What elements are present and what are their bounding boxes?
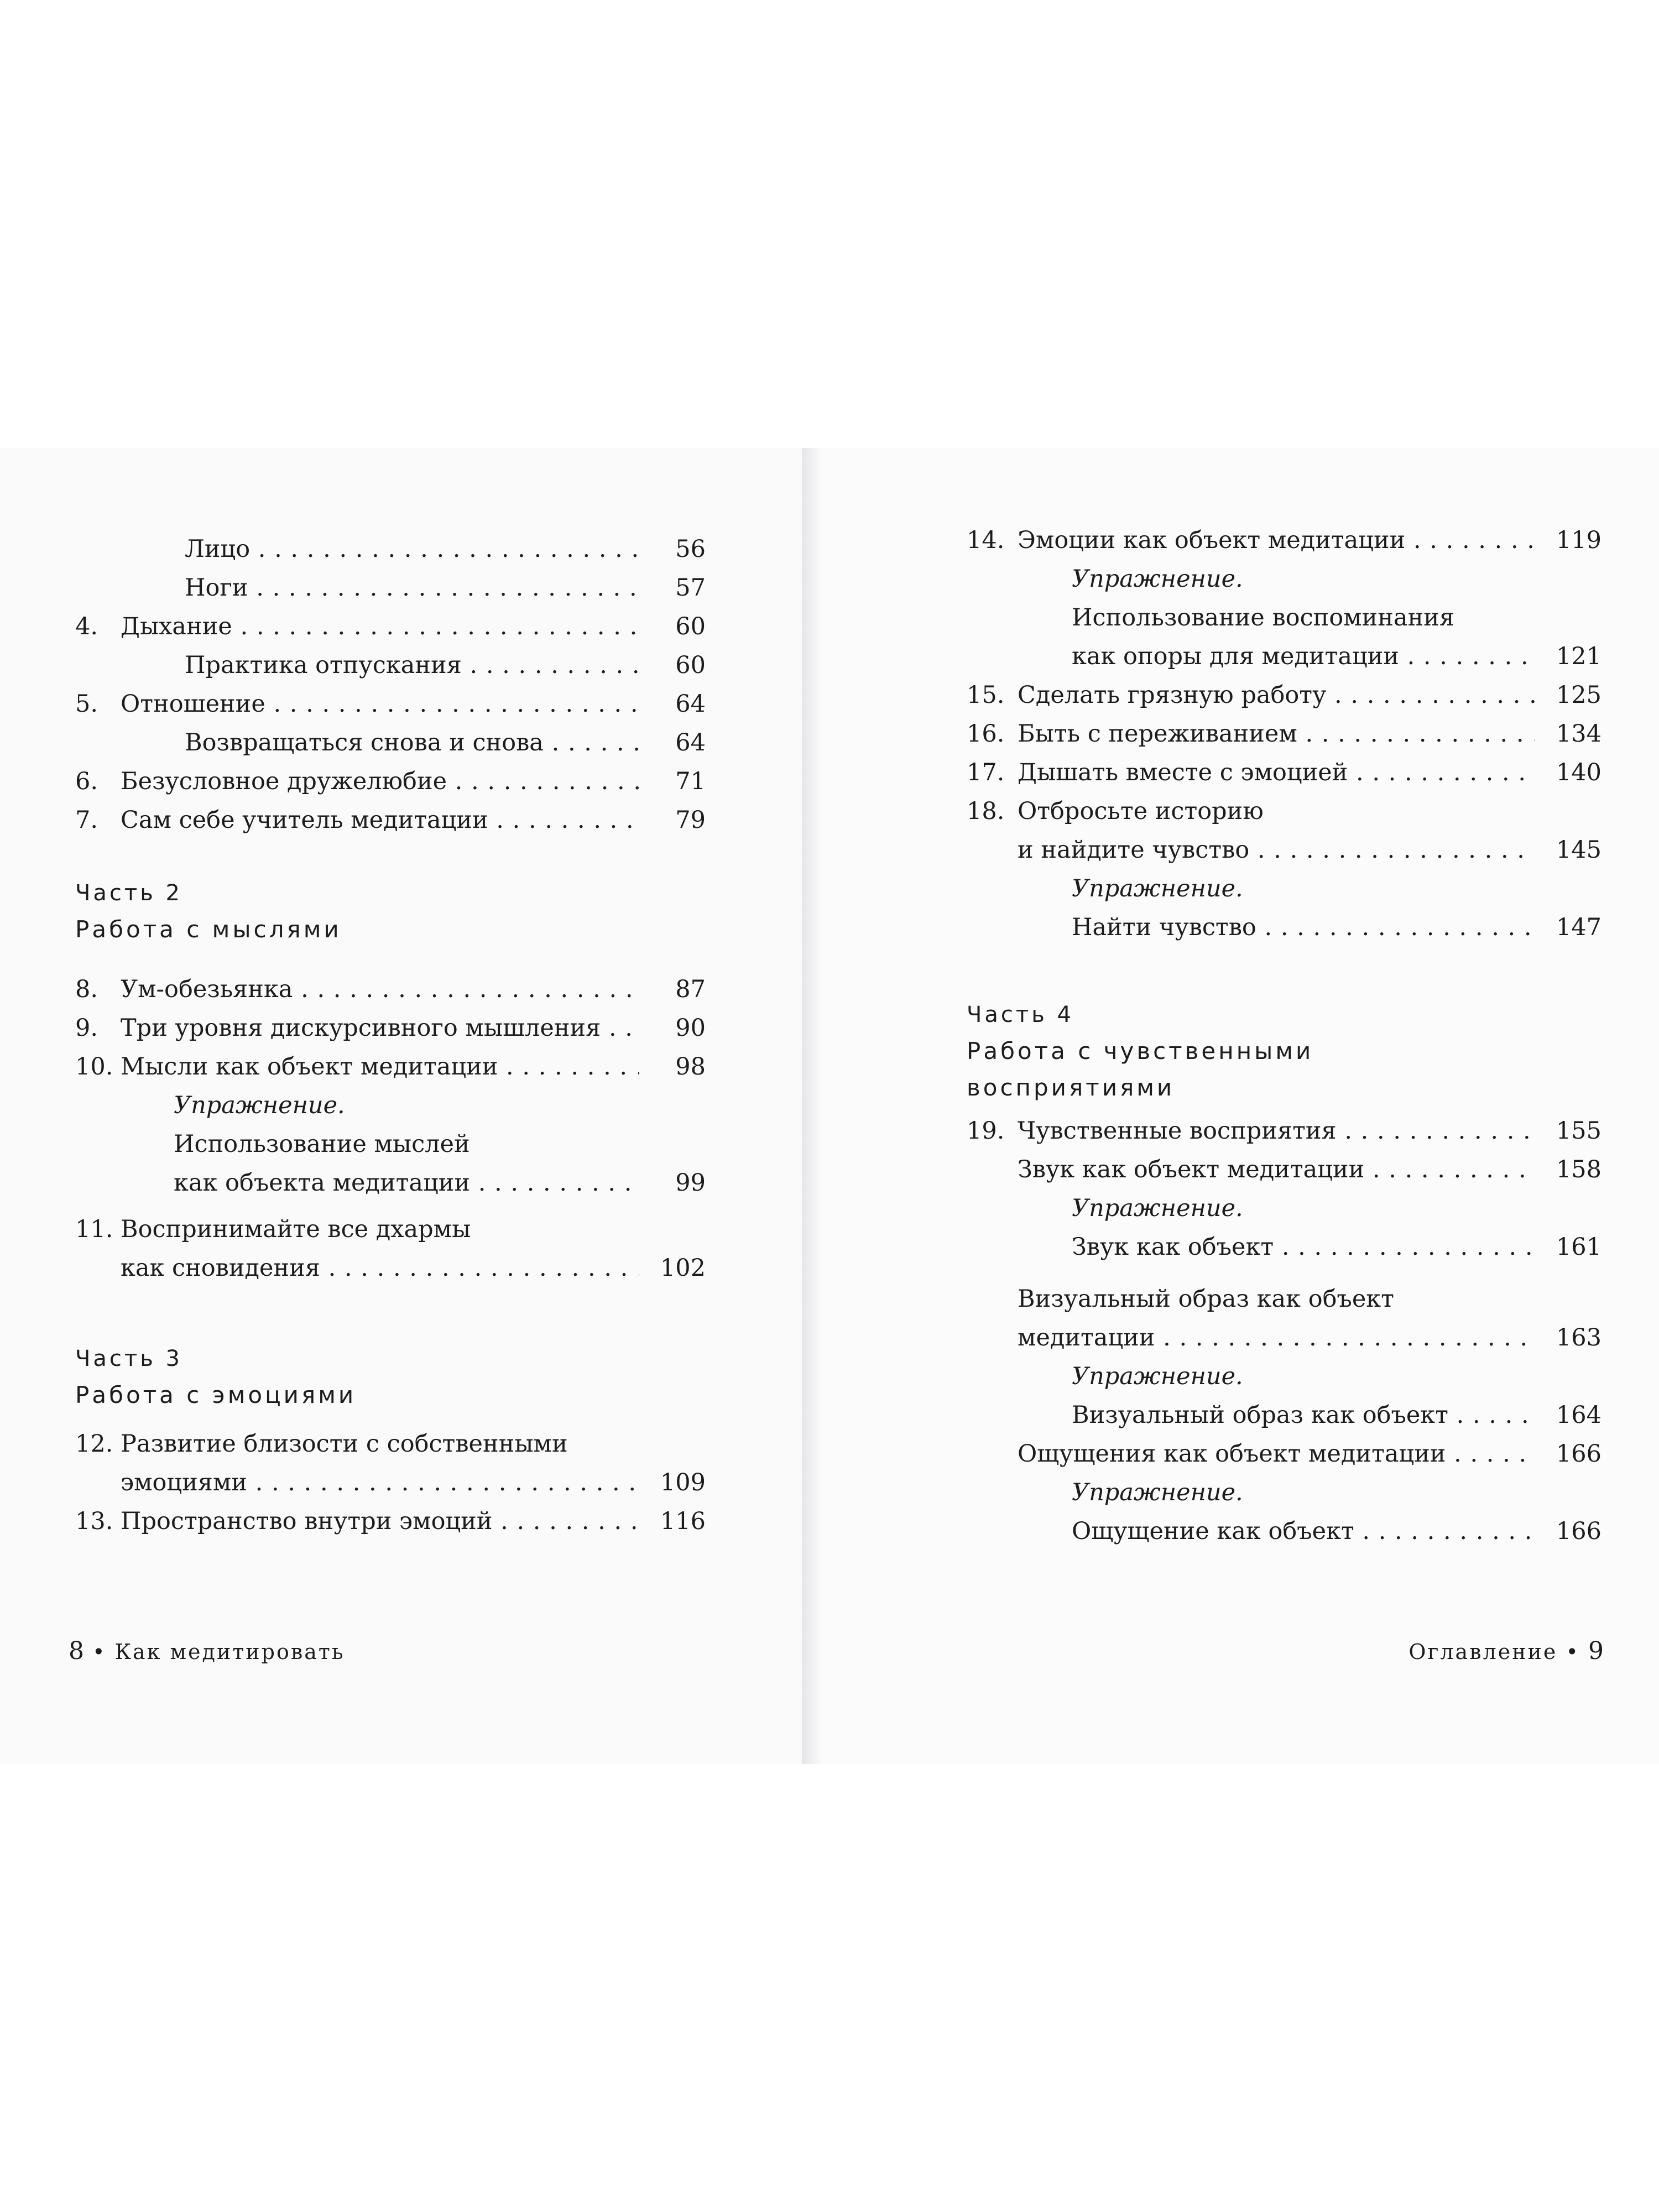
toc-entry-page: 57 (675, 574, 706, 602)
toc-entry-title: Визуальный образ как объект . . . (1072, 1396, 1535, 1434)
toc-entry (967, 676, 1601, 714)
toc-entry-number: 11. (75, 1215, 113, 1243)
toc-exercise-row (75, 1164, 706, 1202)
book-gutter (802, 448, 822, 1764)
part-label: Часть 3 (75, 1346, 182, 1371)
toc-entry-page: 119 (1556, 526, 1601, 554)
toc-entry (75, 970, 706, 1009)
toc-entry-title: Эмоции как объект медитации . . . (1018, 521, 1535, 560)
toc-exercise-label-row (967, 1189, 1601, 1228)
toc-exercise-label-row (967, 560, 1601, 598)
part-title: Работа с мыслями (75, 916, 342, 943)
toc-entry-title: Ум-обезьянка . . . (121, 970, 639, 1009)
toc-entry-page: 64 (675, 729, 706, 757)
part-title: восприятиями (967, 1074, 1175, 1101)
toc-entry-page: 79 (675, 806, 706, 834)
exercise-label: Упражнение. (1072, 565, 1243, 593)
part-title: Работа с эмоциями (75, 1381, 357, 1408)
exercise-label: Упражнение. (1072, 1194, 1243, 1222)
toc-entry-title: Практика отпускания . . . (185, 646, 639, 685)
toc-entry-number: 15. (967, 681, 1005, 709)
page-number: 8 (69, 1637, 84, 1665)
toc-exercise-label-row (967, 1473, 1601, 1512)
toc-entry-title: Сделать грязную работу . . . (1018, 676, 1535, 714)
exercise-label: Упражнение. (1072, 1479, 1243, 1506)
toc-entry-title: как объекта медитации . . . (174, 1164, 639, 1202)
toc-entry-page: 56 (675, 535, 706, 563)
toc-entry (75, 530, 706, 568)
toc-entry-title: Сам себе учитель медитации . . . (121, 801, 639, 839)
toc-entry-page: 166 (1556, 1517, 1601, 1545)
toc-exercise-row (967, 908, 1601, 947)
running-footer-right (1408, 1637, 1604, 1665)
toc-entry-number: 8. (75, 975, 98, 1003)
toc-entry-title: как опоры для медитации . . . (1072, 637, 1535, 676)
toc-entry-number: 5. (75, 690, 98, 718)
toc-entry (75, 685, 706, 723)
toc-entry-number: 19. (967, 1117, 1005, 1145)
footer-separator: • (1566, 1640, 1580, 1664)
toc-exercise-row (967, 1228, 1601, 1266)
toc-exercise-row (967, 1396, 1601, 1434)
toc-entry-page: 98 (675, 1053, 706, 1081)
toc-exercise-row (75, 1125, 706, 1164)
toc-entry (75, 1210, 706, 1249)
toc-entry-page: 155 (1556, 1117, 1601, 1145)
toc-entry-number: 9. (75, 1014, 98, 1042)
toc-entry-title: как сновидения . . . (121, 1249, 639, 1287)
toc-entry-title: Дыхание . . . (121, 607, 639, 646)
toc-entry-page: 87 (675, 975, 706, 1003)
toc-exercise-label-row (75, 1086, 706, 1125)
footer-separator: • (92, 1640, 107, 1664)
toc-entry (967, 831, 1601, 869)
toc-entry-title: Три уровня дискурсивного мышления . . . (121, 1009, 639, 1047)
toc-entry-title: Быть с переживанием . . . (1018, 714, 1535, 753)
running-title: Оглавление (1408, 1640, 1558, 1664)
toc-entry-title: Визуальный образ как объект (1018, 1285, 1394, 1313)
running-title: Как медитировать (114, 1640, 345, 1664)
part-title: Работа с чувственными (967, 1037, 1314, 1065)
toc-entry-title: Воспринимайте все дхармы (121, 1215, 471, 1243)
toc-entry-title: Найти чувство . . . (1072, 908, 1535, 947)
toc-entry-title: эмоциями . . . (121, 1463, 639, 1502)
toc-entry-page: 125 (1556, 681, 1601, 709)
toc-entry (75, 1249, 706, 1287)
toc-entry (967, 1150, 1601, 1189)
toc-entry-number: 16. (967, 720, 1005, 748)
toc-entry (75, 723, 706, 762)
toc-exercise-row (967, 598, 1601, 637)
part-label: Часть 4 (967, 1002, 1074, 1027)
toc-entry-title: Ощущение как объект . . . (1072, 1512, 1535, 1551)
toc-entry-title: Ощущения как объект медитации . . . (1018, 1434, 1535, 1473)
toc-entry-page: 145 (1556, 836, 1601, 864)
right-page (822, 448, 1659, 1764)
toc-entry (967, 714, 1601, 753)
exercise-label: Упражнение. (174, 1092, 345, 1119)
toc-entry (967, 1434, 1601, 1473)
toc-entry (75, 568, 706, 607)
toc-entry-title: Пространство внутри эмоций . . . (121, 1502, 639, 1541)
toc-right (967, 521, 1601, 1551)
toc-entry-title: Безусловное дружелюбие . . . (121, 762, 639, 801)
toc-entry (75, 1425, 706, 1463)
toc-entry-title: Отношение . . . (121, 685, 639, 723)
toc-entry (75, 801, 706, 839)
running-footer-left (69, 1637, 345, 1665)
toc-entry-page: 99 (675, 1169, 706, 1197)
toc-entry (967, 792, 1601, 831)
toc-entry-title: Чувственные восприятия . . . (1018, 1112, 1535, 1150)
toc-entry-title: Звук как объект медитации . . . (1018, 1150, 1535, 1189)
toc-entry-title: Возвращаться снова и снова . . . (185, 723, 639, 762)
toc-entry-page: 109 (660, 1469, 706, 1496)
toc-left (75, 530, 706, 1541)
toc-entry (967, 521, 1601, 560)
toc-entry-number: 13. (75, 1507, 113, 1535)
toc-exercise-label-row (967, 1357, 1601, 1396)
toc-entry-number: 6. (75, 768, 98, 795)
toc-entry-page: 121 (1556, 643, 1601, 670)
toc-entry-page: 90 (675, 1014, 706, 1042)
toc-entry-title: Ноги . . . (185, 568, 639, 607)
left-page (0, 448, 802, 1764)
toc-entry-page: 161 (1556, 1233, 1601, 1261)
toc-entry-title: Звук как объект . . . (1072, 1228, 1535, 1266)
toc-entry-title: Мысли как объект медитации . . . (121, 1047, 639, 1086)
part-label: Часть 2 (75, 880, 182, 906)
toc-entry-page: 64 (675, 690, 706, 718)
toc-entry-page: 134 (1556, 720, 1601, 748)
toc-exercise-label-row (967, 869, 1601, 908)
toc-entry-title: Лицо . . . (185, 530, 639, 568)
toc-entry-page: 163 (1556, 1324, 1601, 1352)
toc-entry-title: Использование воспоминания (1072, 604, 1455, 632)
toc-entry-title: и найдите чувство . . . (1018, 831, 1535, 869)
toc-entry-page: 102 (660, 1254, 706, 1282)
toc-entry-page: 60 (675, 613, 706, 640)
toc-entry-number: 4. (75, 613, 98, 640)
toc-entry-page: 116 (660, 1507, 706, 1535)
toc-entry (75, 1009, 706, 1047)
toc-entry-number: 12. (75, 1430, 113, 1458)
toc-entry-number: 7. (75, 806, 98, 834)
toc-entry-number: 17. (967, 759, 1005, 786)
toc-entry-page: 158 (1556, 1156, 1601, 1183)
toc-exercise-row (967, 1512, 1601, 1551)
toc-entry-page: 164 (1556, 1401, 1601, 1429)
toc-entry-title: Отбросьте историю (1018, 797, 1264, 825)
toc-entry (75, 1502, 706, 1541)
exercise-label: Упражнение. (1072, 1363, 1243, 1390)
toc-entry-page: 60 (675, 651, 706, 679)
toc-entry-page: 71 (675, 768, 706, 795)
toc-entry (75, 646, 706, 685)
toc-entry-number: 14. (967, 526, 1005, 554)
toc-entry (967, 1112, 1601, 1150)
toc-entry (967, 1318, 1601, 1357)
toc-entry (75, 1463, 706, 1502)
toc-entry-title: Развитие близости с собственными (121, 1430, 568, 1458)
toc-entry-page: 140 (1556, 759, 1601, 786)
toc-entry-page: 166 (1556, 1440, 1601, 1468)
toc-entry-number: 10. (75, 1053, 113, 1081)
toc-entry (75, 762, 706, 801)
toc-entry (75, 1047, 706, 1086)
toc-entry-title: Дышать вместе с эмоцией . . . (1018, 753, 1535, 792)
toc-entry-title: медитации . . . (1018, 1318, 1535, 1357)
toc-entry (967, 753, 1601, 792)
exercise-label: Упражнение. (1072, 875, 1243, 902)
toc-entry (967, 1280, 1601, 1318)
toc-entry (75, 607, 706, 646)
toc-entry-number: 18. (967, 797, 1005, 825)
toc-entry-title: Использование мыслей (174, 1130, 470, 1158)
toc-entry-page: 147 (1556, 914, 1601, 941)
page-number: 9 (1588, 1637, 1604, 1665)
toc-exercise-row (967, 637, 1601, 676)
